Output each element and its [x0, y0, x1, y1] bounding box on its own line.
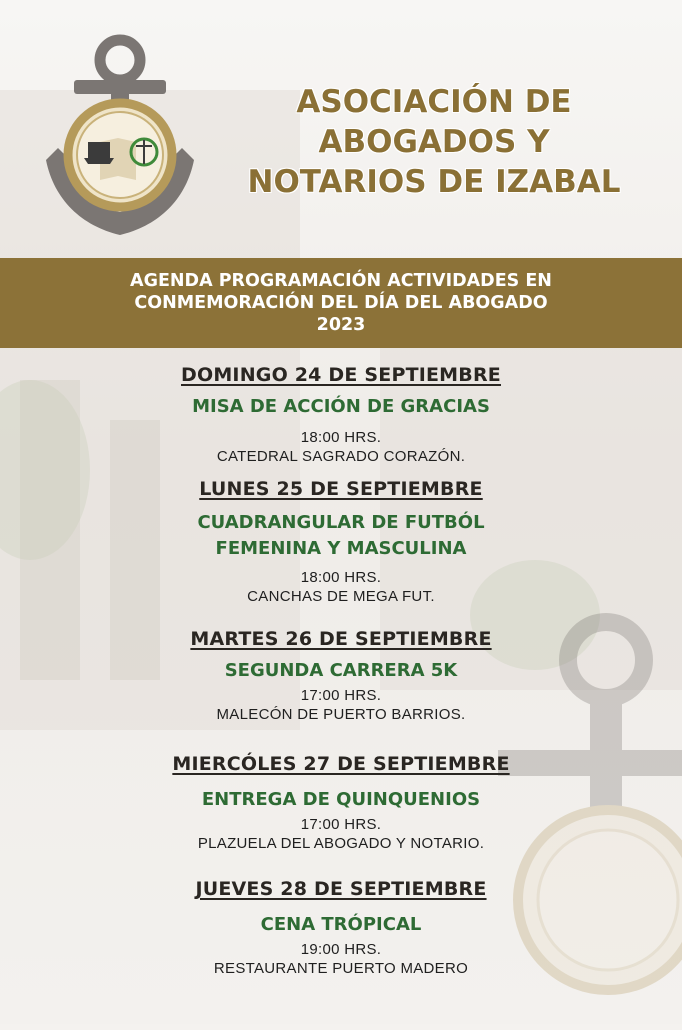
day-place: CATEDRAL SAGRADO CORAZÓN.	[216, 448, 466, 465]
day-event: SEGUNDA CARRERA 5K	[224, 660, 458, 681]
day-place: PLAZUELA DEL ABOGADO Y NOTARIO.	[197, 835, 485, 852]
day-event: CENA TRÓPICAL	[260, 914, 422, 935]
day-time: 18:00 HRS.	[300, 429, 382, 446]
agenda-day	[0, 628, 682, 724]
day-time: 19:00 HRS.	[300, 941, 382, 958]
day-event: ENTREGA DE QUINQUENIOS	[201, 789, 481, 810]
agenda-day	[0, 753, 682, 853]
agenda-banner-text: AGENDA PROGRAMACIÓN ACTIVIDADES EN CONMEMORACIÓN DEL DÍA DEL ABOGADO 2023	[130, 271, 552, 335]
day-event: CUADRANGULAR DE FUTBÓL FEMENINA Y MASCULINA	[197, 512, 485, 559]
day-event: MISA DE ACCIÓN DE GRACIAS	[192, 396, 490, 417]
agenda-day	[0, 878, 682, 978]
day-date: JUEVES 28 DE SEPTIEMBRE	[195, 878, 487, 900]
agenda-day	[0, 364, 682, 466]
day-place: CANCHAS DE MEGA FUT.	[247, 588, 435, 605]
agenda-day	[0, 478, 682, 606]
agenda-banner	[0, 258, 682, 348]
day-place: RESTAURANTE PUERTO MADERO	[213, 960, 469, 977]
day-date: MARTES 26 DE SEPTIEMBRE	[190, 628, 492, 650]
anchor-emblem-icon	[40, 30, 200, 240]
day-place: MALECÓN DE PUERTO BARRIOS.	[216, 706, 466, 723]
day-time: 17:00 HRS.	[300, 816, 382, 833]
association-title: ASOCIACIÓN DE ABOGADOS Y NOTARIOS DE IZABAL	[247, 84, 621, 200]
day-date: LUNES 25 DE SEPTIEMBRE	[199, 478, 483, 500]
day-time: 18:00 HRS.	[300, 569, 382, 586]
day-date: MIERCÓLES 27 DE SEPTIEMBRE	[172, 753, 510, 775]
day-time: 17:00 HRS.	[300, 687, 382, 704]
day-date: DOMINGO 24 DE SEPTIEMBRE	[181, 364, 501, 386]
header	[0, 0, 682, 258]
